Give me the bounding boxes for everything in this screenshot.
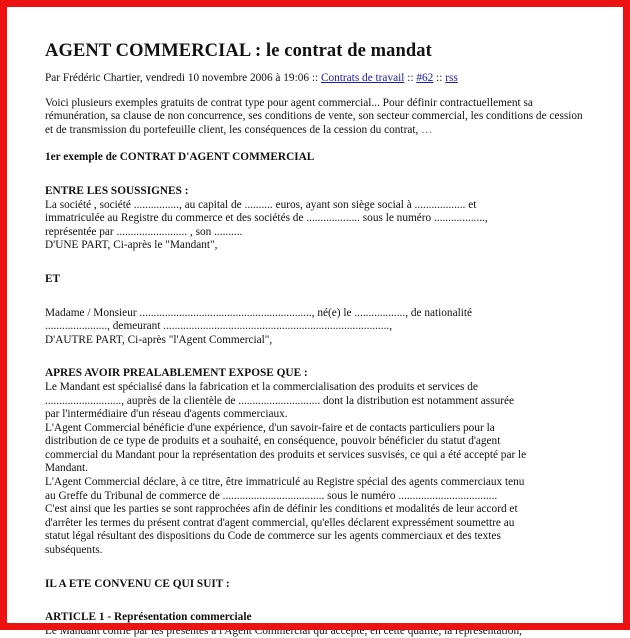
- example-title: 1er exemple de CONTRAT D'AGENT COMMERCIAL: [45, 151, 315, 164]
- category-link[interactable]: Contrats de travail: [320, 72, 405, 84]
- text-line: C'est ainsi que les parties se sont rapprochées afin de définir les conditions et modalités de leur accord et: [45, 503, 518, 516]
- text-line: subséquents.: [45, 544, 103, 557]
- text-line: L'Agent Commercial déclare, à ce titre, être immatriculé au Registre spécial des agents commerciaux tenu: [45, 476, 525, 489]
- text-line: Le Mandant est spécialisé dans la fabrication et la commercialisation des produits et services de: [45, 380, 478, 393]
- text-line: D'UNE PART, Ci-après le "Mandant",: [45, 239, 218, 252]
- article-title: AGENT COMMERCIAL : le contrat de mandat: [45, 41, 432, 61]
- party-one-block: [45, 185, 590, 253]
- text-line: commercial du Mandant pour la représentation des produits et services susvisés, ce qui a été accepté par le: [45, 448, 527, 461]
- comments-link[interactable]: #62: [416, 72, 434, 84]
- byline-separator: ::: [404, 72, 417, 84]
- text-line: représentée par ......................... , son ..........: [45, 225, 243, 238]
- text-line: ......................, demeurant ................................................................................,: [45, 320, 393, 333]
- intro-paragraph: [45, 97, 590, 138]
- intro-text: Voici plusieurs exemples gratuits de contrat type pour agent commercial... Pour définir contractuellement sa rémunération, sa clause de non concurrence, ses conditions de vente, son secteur commercial, les conditions de cession et de transmission du portefeuille client, les conséquences de la cession du contrat,: [45, 96, 583, 136]
- read-more-ellipsis: …: [421, 123, 433, 136]
- text-line: ..........................., auprès de la clientèle de ............................. dont la distribution est notamment assurée: [45, 394, 515, 407]
- agreed-heading: IL A ETE CONVENU CE QUI SUIT :: [45, 577, 230, 590]
- expose-heading: APRES AVOIR PREALABLEMENT EXPOSE QUE :: [45, 367, 308, 380]
- text-line: au Greffe du Tribunal de commerce de .................................... sous le numéro ...................................: [45, 489, 498, 502]
- et-heading: ET: [45, 272, 61, 285]
- party-two-block: [45, 307, 590, 348]
- article-1-heading: ARTICLE 1 - Représentation commerciale: [45, 611, 252, 624]
- expose-block: [45, 367, 590, 557]
- text-line: Madame / Monsieur ............................................................., né(e) le .................., de nationalité: [45, 306, 473, 319]
- text-line: d'arrêter les termes du présent contrat d'agent commercial, qu'elles déclarent expressément soumettre au: [45, 516, 515, 529]
- byline: [45, 72, 590, 86]
- text-line: La société , société ................, au capital de .......... euros, ayant son siège social à .................. et: [45, 198, 477, 211]
- text-line: Mandant.: [45, 462, 88, 475]
- rss-link[interactable]: rss: [445, 72, 458, 84]
- text-line: statut légal résultant des dispositions du Code de commerce sur les agents commerciaux et des textes: [45, 530, 501, 543]
- byline-text: Par Frédéric Chartier, vendredi 10 novembre 2006 à 19:06 ::: [45, 72, 321, 84]
- text-line: Le Mandant confie par les présentes à l'Agent Commercial qui accepte, en cette qualité, la représentation,: [45, 624, 522, 637]
- article-1-block: [45, 611, 590, 638]
- text-line: par l'intermédiaire d'un réseau d'agents commerciaux.: [45, 408, 288, 421]
- text-line: distribution de ce type de produits et a souhaité, en conséquence, pouvoir bénéficier du statut d'agent: [45, 435, 501, 448]
- parties-heading: ENTRE LES SOUSSIGNES :: [45, 184, 189, 197]
- byline-separator: ::: [433, 72, 446, 84]
- text-line: L'Agent Commercial bénéficie d'une expérience, d'un savoir-faire et de contacts particuliers pour la: [45, 421, 495, 434]
- text-line: D'AUTRE PART, Ci-après "l'Agent Commercial",: [45, 333, 273, 346]
- document-page: [45, 40, 590, 638]
- text-line: immatriculée au Registre du commerce et des sociétés de ................... sous le numéro ..................,: [45, 212, 488, 225]
